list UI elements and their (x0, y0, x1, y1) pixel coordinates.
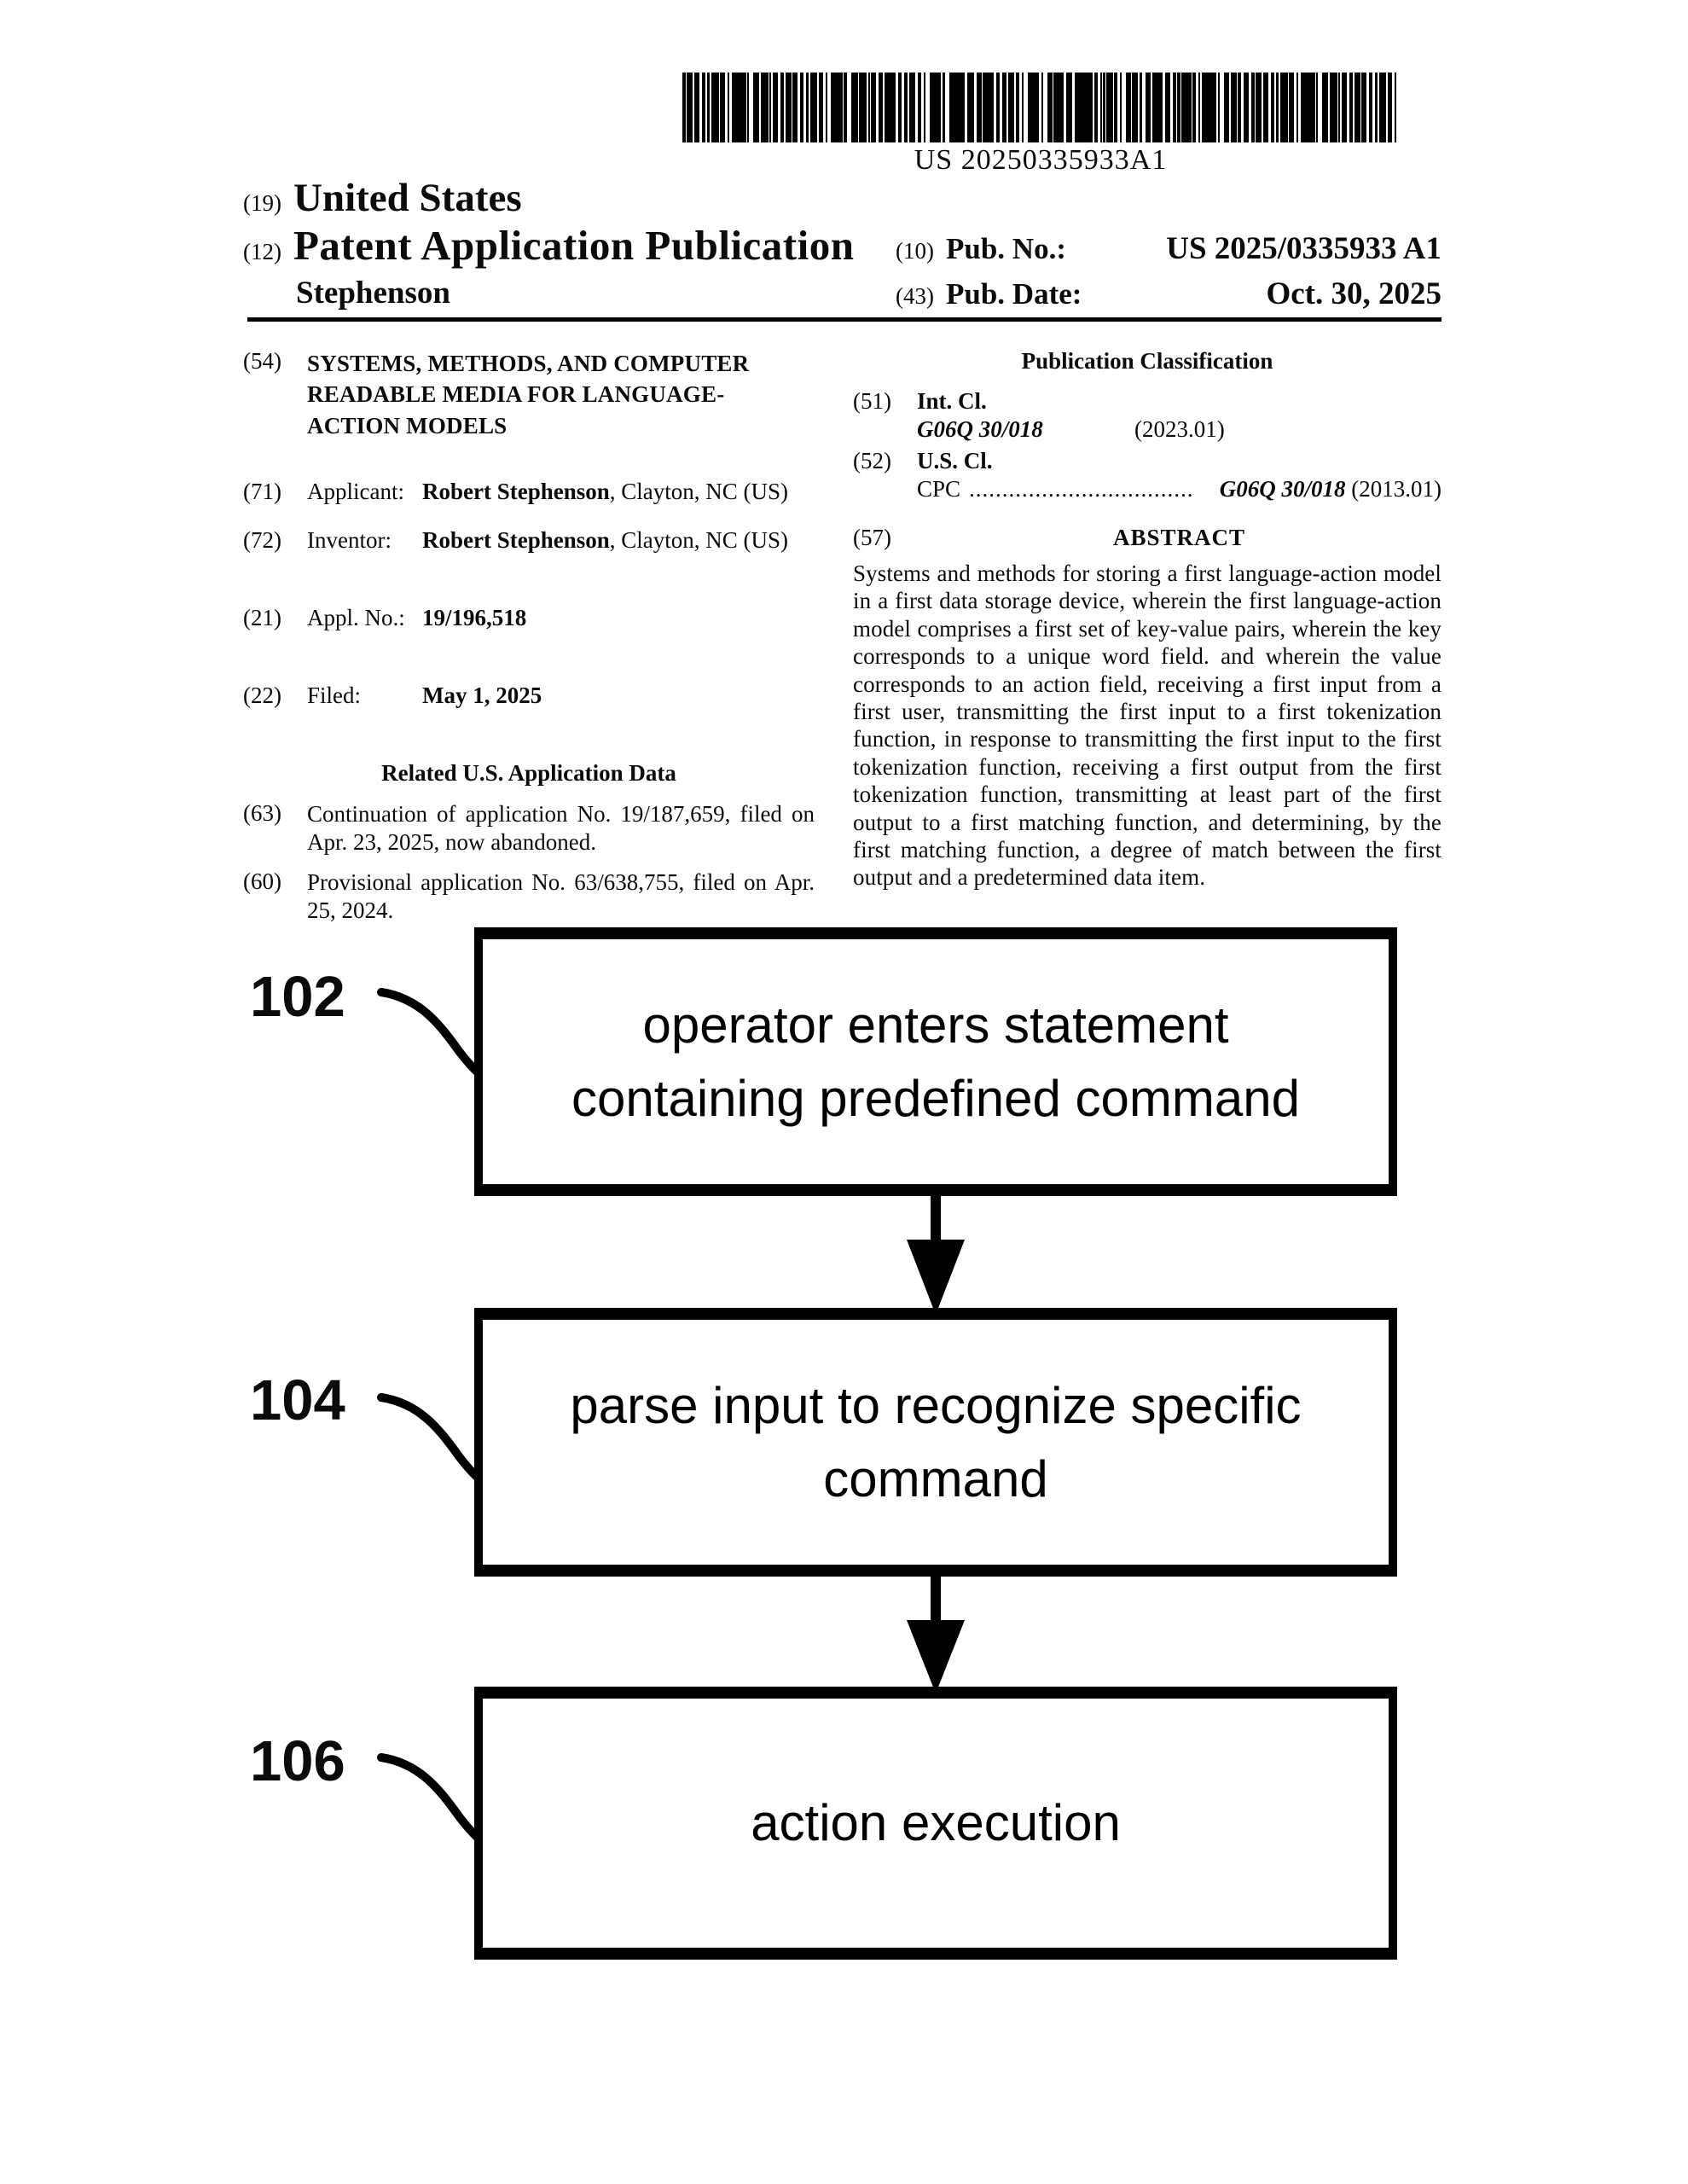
ref-22: (22) (243, 682, 281, 709)
int-cl-code: G06Q 30/018 (917, 416, 1043, 442)
bibliographic-section (243, 348, 1441, 937)
cpc-value (1220, 476, 1441, 502)
flow-arrow-1-stem (931, 1191, 941, 1244)
classification-heading: Publication Classification (1021, 348, 1273, 374)
flow-arrow-2-stem (931, 1571, 941, 1624)
applicant-location: , Clayton, NC (US) (609, 479, 789, 505)
flowchart-box-104 (474, 1308, 1397, 1577)
ref-12: (12) (243, 239, 281, 264)
inventor-location: , Clayton, NC (US) (609, 527, 789, 554)
abstract-heading: ABSTRACT (1112, 525, 1246, 550)
applicant-value (422, 479, 788, 505)
inventor-value (422, 527, 788, 554)
header-left (243, 175, 855, 311)
applicant-label: Applicant: (307, 479, 404, 505)
ref-72: (72) (243, 527, 281, 554)
publication-kind: Patent Application Publication (293, 222, 855, 269)
ref-21: (21) (243, 605, 281, 631)
appl-no-label: Appl. No.: (307, 605, 405, 631)
filed-value: May 1, 2025 (422, 682, 542, 709)
continuation-note: Continuation of application No. 19/187,659, filed on Apr. 23, 2025, now abandoned. (307, 801, 815, 856)
pub-no-value: US 2025/0335933 A1 (1166, 231, 1441, 266)
flow-arrow-1-head (907, 1240, 965, 1315)
applicant-name: Robert Stephenson (422, 479, 610, 505)
ref-52: (52) (853, 448, 891, 473)
pub-no-label: Pub. No.: (945, 232, 1066, 265)
cpc-code: G06Q 30/018 (1219, 476, 1346, 502)
appl-no-value: 19/196,518 (422, 605, 527, 631)
barcode-image (682, 73, 1399, 142)
header-right (896, 230, 1441, 321)
int-cl-version: (2023.01) (1134, 416, 1225, 442)
us-cl-label: U.S. Cl. (917, 448, 993, 473)
cpc-label: CPC (917, 476, 961, 502)
flow-arrow-2-head (907, 1620, 965, 1693)
ref-57: (57) (853, 525, 891, 550)
flowchart-box-102 (474, 927, 1397, 1196)
provisional-note: Provisional application No. 63/638,755, filed on Apr. 25, 2024. (307, 869, 815, 924)
ref-51: (51) (853, 388, 891, 414)
inventor-family-name: Stephenson (296, 276, 450, 311)
barcode-number: US 20250335933A1 (914, 144, 1168, 176)
bibliographic-left-column (243, 348, 815, 937)
step-text-104: parse input to recognize specific command (570, 1377, 1302, 1507)
ref-54: (54) (243, 348, 281, 374)
cpc-dotted-leader: .................................. (969, 476, 1194, 502)
flowchart-box-106 (474, 1687, 1397, 1960)
int-cl-label: Int. Cl. (917, 388, 987, 414)
cpc-version: (2013.01) (1351, 476, 1441, 502)
invention-title: SYSTEMS, METHODS, AND COMPUTER READABLE MEDIA FOR LANGUAGE-ACTION MODELS (307, 351, 750, 439)
header-divider (247, 317, 1441, 322)
inventor-label: Inventor: (307, 527, 392, 554)
pub-date-value: Oct. 30, 2025 (1266, 276, 1441, 311)
abstract-text: Systems and methods for storing a first language-action model in a first data storage device, wherein the first language-action model comprises a first set of key-value pairs, wherein the key corresponds to a unique word field. and wherein the value corresponds to an action field, receiving a first input from a first user, transmitting the first input to a first tokenization function, in response to transmitting the first input to the first tokenization function, receiving a first output from the first tokenization function, transmitting at least part of the first output to a first matching function, and determining, by the first matching function, a degree of match between the first output and a predetermined data item. (853, 561, 1441, 891)
ref-19: (19) (243, 190, 281, 216)
bibliographic-right-column (853, 348, 1441, 937)
step-ref-106: 106 (250, 1729, 345, 1793)
step-text-106: action execution (751, 1794, 1121, 1852)
step-text-102: operator enters statement containing predefined command (571, 996, 1300, 1127)
barcode-block (682, 73, 1399, 177)
inventor-name: Robert Stephenson (422, 527, 610, 554)
ref-71: (71) (243, 479, 281, 505)
pub-date-label: Pub. Date: (945, 277, 1082, 311)
ref-10: (10) (896, 238, 934, 264)
ref-43: (43) (896, 283, 934, 309)
ref-60: (60) (243, 868, 281, 895)
country-name: United States (293, 176, 522, 220)
step-ref-102: 102 (250, 965, 345, 1029)
related-data-heading: Related U.S. Application Data (381, 760, 676, 787)
ref-63: (63) (243, 800, 281, 827)
filed-label: Filed: (307, 682, 362, 709)
step-ref-104: 104 (250, 1368, 345, 1432)
